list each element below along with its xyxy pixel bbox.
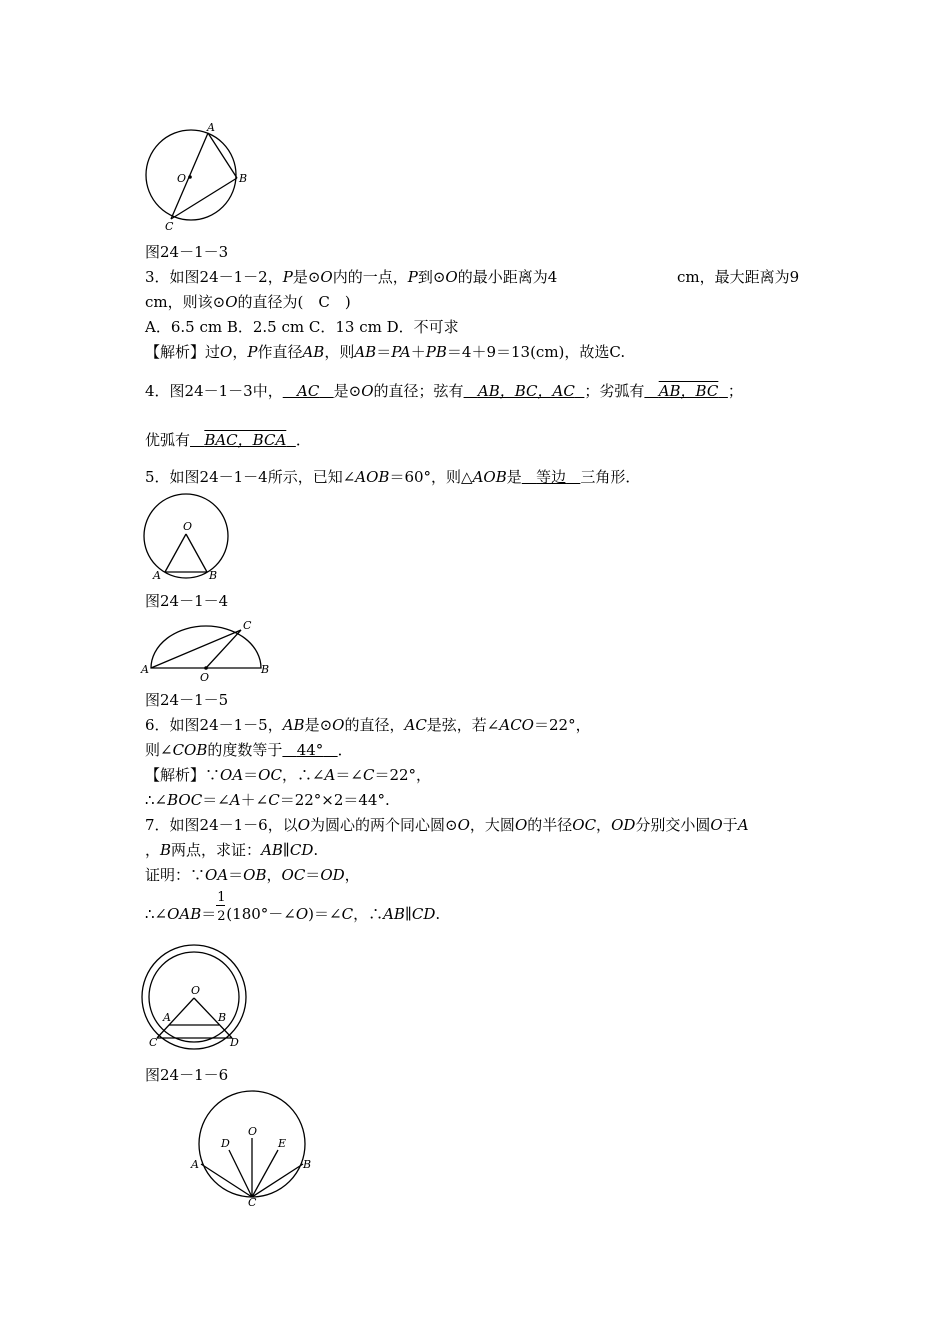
label-O: O	[191, 984, 201, 997]
label-B: B	[239, 172, 248, 185]
q7-proof-2: ∴∠OAB＝ $\frac{1}{2}$ (180°－∠O)＝∠C，∴AB∥CD.	[145, 890, 441, 924]
label-B: B	[209, 569, 218, 582]
q3-line1-right: cm，最大距离为9	[677, 268, 800, 286]
q6-analysis-2: ∴∠BOC＝∠A＋∠C＝22°×2＝44°.	[145, 791, 390, 809]
q5-line: 5．如图24－1－4所示，已知∠AOB＝60°，则△AOB是 等边 三角形．	[145, 468, 641, 486]
label-C: C	[149, 1036, 158, 1049]
label-D: D	[221, 1137, 230, 1150]
label-A: A	[191, 1158, 199, 1171]
label-O: O	[177, 172, 187, 185]
fraction: $\frac{1}{2}$	[217, 890, 226, 924]
label-A: A	[163, 1011, 171, 1024]
q6-analysis-1: 【解析】∵OA＝OC，∴∠A＝∠C＝22°，	[145, 766, 432, 784]
label-O: O	[183, 520, 193, 533]
label-O: O	[200, 671, 210, 684]
label-A: A	[141, 663, 149, 676]
caption-fig-3: 图24－1－3	[145, 243, 229, 261]
label-E: E	[278, 1137, 287, 1150]
label-C: C	[248, 1196, 257, 1208]
figure-radius-sectors	[185, 1090, 325, 1208]
figure-24-1-4	[135, 488, 235, 584]
q3-options: A．6.5 cm B．2.5 cm C．13 cm D．不可求	[145, 318, 459, 336]
figure-24-1-5	[135, 614, 275, 686]
q4-line2: 优弧有 BAC，BCA ．	[145, 431, 311, 449]
q3-analysis: 【解析】过O，P作直径AB，则AB＝PA＋PB＝4＋9＝13(cm)，故选C.	[145, 343, 626, 361]
label-B: B	[218, 1011, 227, 1024]
label-O: O	[248, 1125, 258, 1138]
caption-fig-6: 图24－1－6	[145, 1066, 229, 1084]
label-D: D	[230, 1036, 239, 1049]
label-A: A	[153, 569, 161, 582]
q4-line1: 4．图24－1－3中， AC 是⊙O的直径；弦有 AB，BC，AC ；劣弧有 AB，BC ；	[145, 382, 743, 400]
q6-line1: 6．如图24－1－5，AB是⊙O的直径，AC是弦，若∠ACO＝22°，	[145, 716, 591, 734]
label-C: C	[243, 619, 252, 632]
figure-24-1-3	[135, 118, 255, 236]
caption-fig-5: 图24－1－5	[145, 691, 229, 709]
caption-fig-4: 图24－1－4	[145, 592, 229, 610]
q6-line2: 则∠COB的度数等于 44° ．	[145, 741, 353, 759]
q3-line2: cm，则该⊙O的直径为( C )	[145, 293, 351, 311]
q3-line1: 3．如图24－1－2，P是⊙O内的一点，P到⊙O的最小距离为4	[145, 268, 558, 286]
q7-proof-1: 证明：∵OA＝OB，OC＝OD，	[145, 866, 360, 884]
label-C: C	[165, 220, 174, 233]
label-B: B	[261, 663, 270, 676]
label-A: A	[207, 121, 215, 134]
figure-24-1-6	[135, 940, 255, 1058]
q7-line1: 7．如图24－1－6，以O为圆心的两个同心圆⊙O，大圆O的半径OC，OD分别交小圆O于A	[145, 816, 749, 834]
label-B: B	[303, 1158, 312, 1171]
q7-line2: ，B两点，求证：AB∥CD.	[145, 841, 319, 859]
